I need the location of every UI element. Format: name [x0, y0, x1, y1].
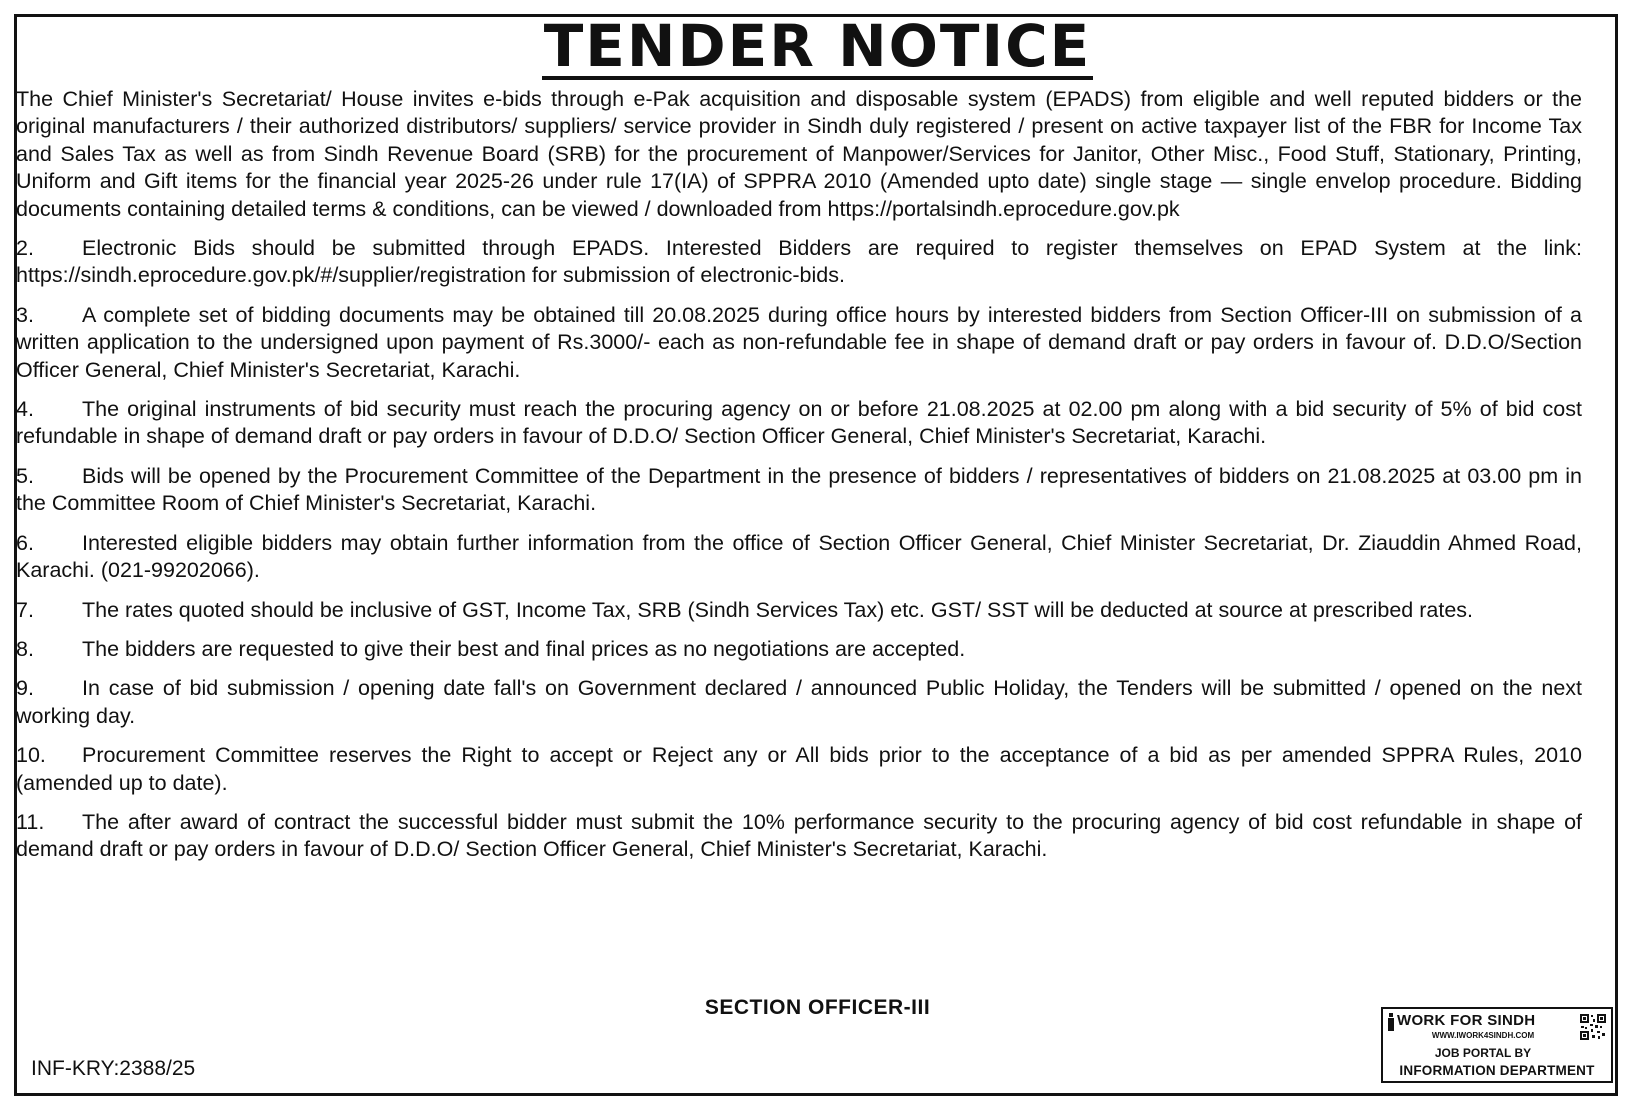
paragraph-number: 5. — [16, 463, 34, 488]
paragraph-3 — [16, 302, 1582, 384]
badge-url: WWW.IWORK4SINDH.COM — [1431, 1031, 1535, 1040]
paragraph-5 — [16, 463, 1582, 518]
paragraph-text: In case of bid submission / opening date fall's on Government declared / announced Public Holiday, the Tenders will be submitted / opened on the next working day. — [16, 676, 1582, 728]
notice-title-text: TENDER NOTICE — [543, 12, 1092, 80]
person-icon — [1387, 1013, 1395, 1031]
paragraph-number: 8. — [16, 636, 34, 661]
paragraph-8 — [16, 636, 1582, 663]
reference-number: INF-KRY:2388/25 — [31, 1057, 196, 1080]
paragraph-text: Procurement Committee reserves the Right to accept or Reject any or All bids prior to the acceptance of a bid as per amended SPPRA Rules, 2010 (amended up to date). — [16, 743, 1582, 795]
qr-code-icon — [1580, 1014, 1606, 1040]
paragraph-text: Bids will be opened by the Procurement Committee of the Department in the presence of bidders / representatives of bidders on 21.08.2025 at 03.00 pm in the Committee Room of Chief Minister's Secretariat, Karachi. — [16, 463, 1582, 516]
job-portal-badge — [1381, 1007, 1613, 1083]
paragraph-text: Electronic Bids should be submitted through EPADS. Interested Bidders are required to register themselves on EPAD System at the link: https://sindh.eprocedure.gov.pk/#/supplier/registration for submission of electronic-bids. — [16, 236, 1582, 288]
paragraph-2 — [16, 235, 1582, 290]
paragraph-9 — [16, 675, 1582, 730]
paragraph-text: Interested eligible bidders may obtain further information from the office of Section Officer General, Chief Minister Secretariat, Dr. Ziauddin Ahmed Road, Karachi. (021-99202066). — [16, 530, 1582, 583]
notice-title — [0, 14, 1635, 80]
paragraph-text: The rates quoted should be inclusive of GST, Income Tax, SRB (Sindh Services Tax) etc. GST/ SST will be deducted at source at prescribed rates. — [82, 597, 1474, 622]
paragraph-text: A complete set of bidding documents may be obtained till 20.08.2025 during office hours by interested bidders from Section Officer-III on submission of a written application to the undersigned upon payment of Rs.3000/- each as non-refundable fee in shape of demand draft or pay orders in favour of. D.D.O/Section Officer General, Chief Minister's Secretariat, Karachi. — [16, 302, 1582, 382]
paragraph-text: The after award of contract the successful bidder must submit the 10% performance security to the procuring agency of bid cost refundable in shape of demand draft or pay orders in favour of D.D.O/ Section Officer General, Chief Minister's Secretariat, Karachi. — [16, 809, 1582, 862]
paragraph-number: 10. — [16, 743, 46, 768]
paragraph-text: The original instruments of bid security must reach the procuring agency on or before 21.08.2025 at 02.00 pm along with a bid security of 5% of bid cost refundable in shape of demand draft or pay orders in favour of D.D.O/ Section Officer General, Chief Minister's Secretariat, Karachi. — [16, 397, 1582, 449]
badge-department: INFORMATION DEPARTMENT — [1399, 1063, 1595, 1078]
paragraph-number: 9. — [16, 676, 34, 701]
notice-body — [16, 86, 1582, 876]
signatory: SECTION OFFICER-III — [704, 996, 931, 1019]
paragraph-7 — [16, 597, 1582, 624]
badge-tagline: JOB PORTAL BY — [1434, 1046, 1532, 1060]
paragraph-number: 4. — [16, 397, 34, 422]
intro-paragraph: The Chief Minister's Secretariat/ House invites e-bids through e-Pak acquisition and disposable system (EPADS) from eligible and well reputed bidders or the original manufacturers / their authorized distributors/ suppliers/ service provider in Sindh duly registered / present on active taxpayer list of the FBR for Income Tax and Sales Tax as well as from Sindh Revenue Board (SRB) for the procurement of Manpower/Services for Janitor, Other Misc., Food Stuff, Stationary, Printing, Uniform and Gift items for the financial year 2025-26 under rule 17(IA) of SPPRA 2010 (Amended upto date) single stage — single envelop procedure. Bidding documents containing detailed terms & conditions, can be viewed / downloaded from https://portalsindh.eprocedure.gov.pk — [16, 87, 1582, 221]
paragraph-number: 11. — [16, 809, 45, 834]
paragraph-4 — [16, 396, 1582, 451]
paragraph-number: 2. — [16, 236, 34, 261]
badge-brand: WORK FOR SINDH — [1397, 1012, 1536, 1029]
paragraph-11 — [16, 809, 1582, 864]
paragraph-number: 3. — [16, 302, 34, 327]
paragraph-number: 7. — [16, 597, 34, 622]
paragraph-6 — [16, 530, 1582, 585]
paragraph-number: 6. — [16, 530, 34, 555]
paragraph-text: The bidders are requested to give their best and final prices as no negotiations are accepted. — [82, 636, 966, 661]
paragraph-10 — [16, 742, 1582, 797]
